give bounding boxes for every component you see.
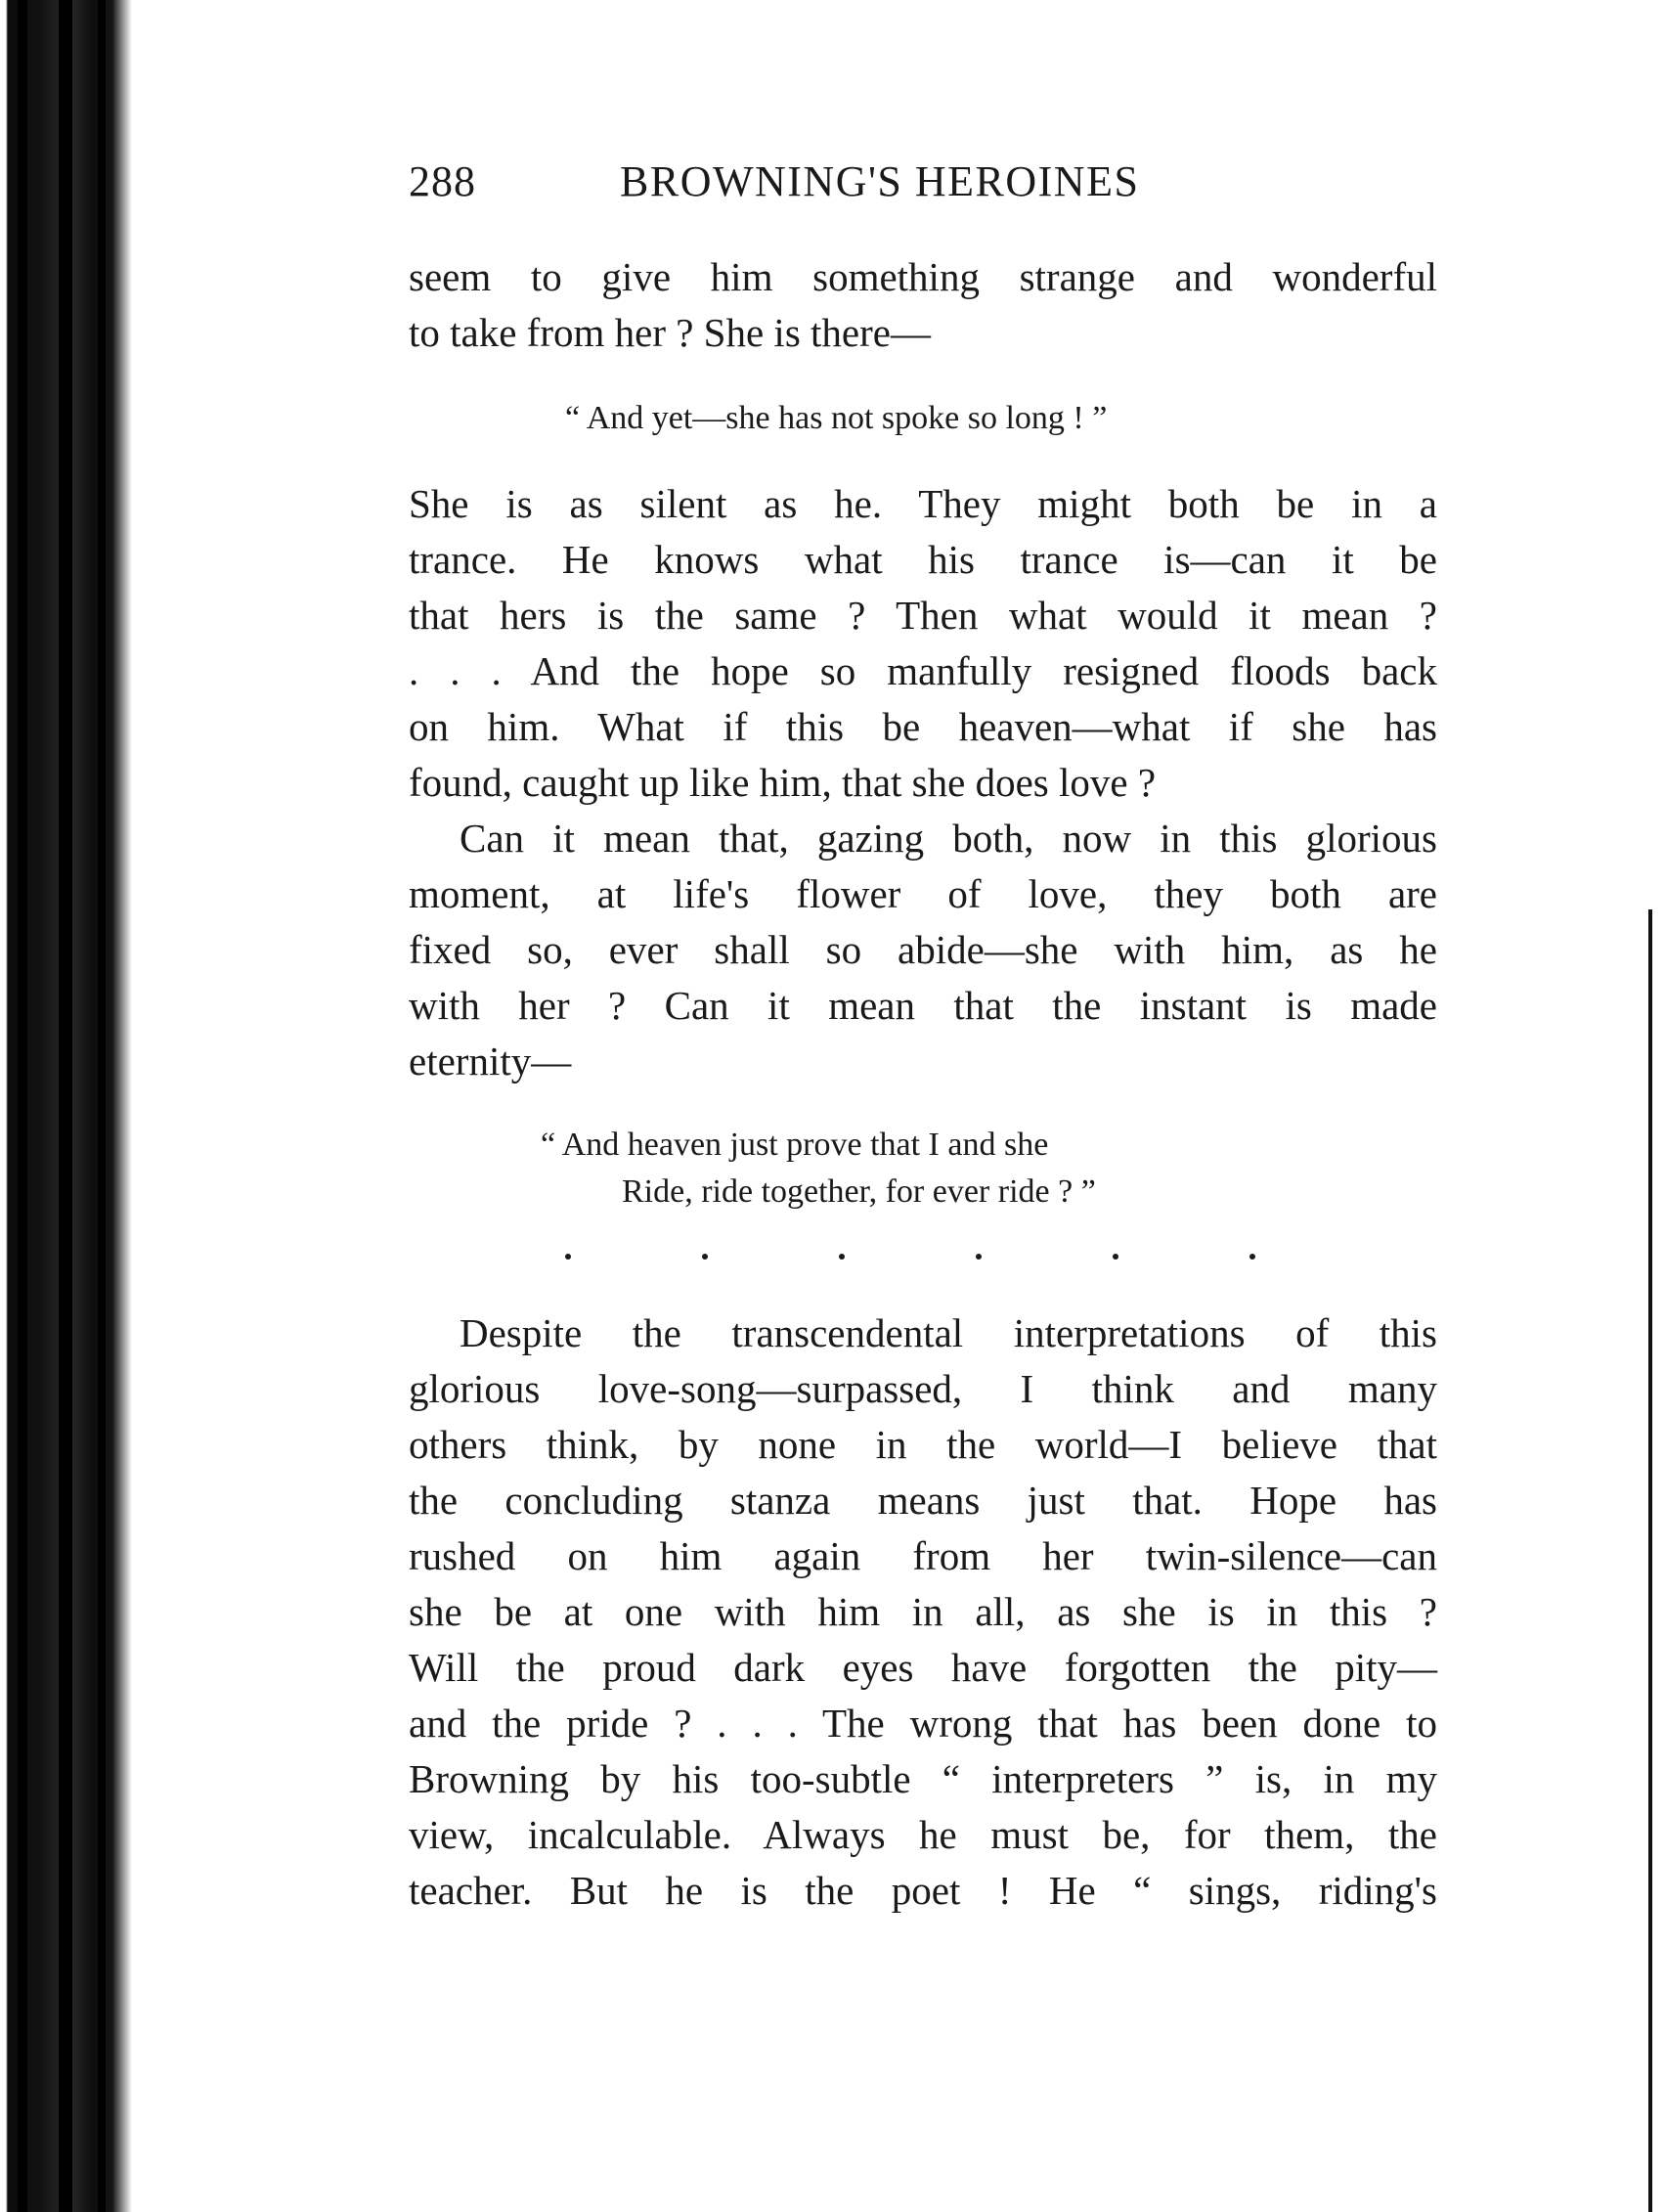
text-line: fixed so, ever shall so abide—she with him, as he xyxy=(409,927,1437,972)
verse-quote: “ And yet—she has not spoke so long ! ” xyxy=(565,400,1108,436)
text-line: to take from her ? She is there— xyxy=(409,310,931,355)
text-line: She is as silent as he. They might both be in a xyxy=(409,481,1437,526)
ellipsis-dot xyxy=(565,1254,571,1260)
section-ellipsis xyxy=(565,1244,1249,1283)
text-line: seem to give him something strange and wonderful xyxy=(409,254,1437,299)
text-line: rushed on him again from her twin-silence—can xyxy=(409,1533,1437,1578)
ellipsis-dot xyxy=(1249,1254,1255,1260)
text-line: . . . And the hope so manfully resigned floods back xyxy=(409,648,1437,693)
book-title: BROWNING'S HEROINES xyxy=(620,157,1140,205)
text-line: Browning by his too-subtle “ interpreters ” is, in my xyxy=(409,1756,1437,1801)
text-line: eternity— xyxy=(409,1039,572,1084)
text-line: view, incalculable. Always he must be, for them, the xyxy=(409,1812,1437,1857)
text-line: Despite the transcendental interpretations of this xyxy=(460,1310,1437,1355)
binding-streak xyxy=(59,0,72,2212)
text-line: with her ? Can it mean that the instant is made xyxy=(409,983,1437,1028)
text-line: Will the proud dark eyes have forgotten the pity— xyxy=(409,1645,1437,1690)
binding-streak xyxy=(18,0,27,2212)
scanned-binding-edge xyxy=(0,0,132,2212)
text-line: that hers is the same ? Then what would it mean ? xyxy=(409,593,1437,638)
text-line: and the pride ? . . . The wrong that has been done to xyxy=(409,1701,1437,1746)
text-line: glorious love-song—surpassed, I think and many xyxy=(409,1366,1437,1411)
text-line: on him. What if this be heaven—what if she has xyxy=(409,704,1437,749)
text-line: Can it mean that, gazing both, now in this glorious xyxy=(460,816,1437,861)
text-line: she be at one with him in all, as she is in this ? xyxy=(409,1589,1437,1634)
running-head xyxy=(409,156,1437,215)
text-line: found, caught up like him, that she does love ? xyxy=(409,760,1157,805)
ellipsis-dot xyxy=(839,1254,845,1260)
page-edge-rule xyxy=(1648,909,1652,2212)
verse-quote-line: Ride, ride together, for ever ride ? ” xyxy=(622,1173,1096,1210)
ellipsis-dot xyxy=(702,1254,708,1260)
ellipsis-dot xyxy=(976,1254,982,1260)
text-line: trance. He knows what his trance is—can it be xyxy=(409,537,1437,582)
ellipsis-dot xyxy=(1113,1254,1118,1260)
text-line: moment, at life's flower of love, they both are xyxy=(409,871,1437,916)
text-line: others think, by none in the world—I believe that xyxy=(409,1422,1437,1467)
text-line: the concluding stanza means just that. Hope has xyxy=(409,1478,1437,1523)
binding-streak xyxy=(98,0,106,2212)
text-line: teacher. But he is the poet ! He “ sings, riding's xyxy=(409,1868,1437,1913)
verse-quote-line: “ And heaven just prove that I and she xyxy=(541,1127,1049,1163)
page-number: 288 xyxy=(409,157,476,205)
